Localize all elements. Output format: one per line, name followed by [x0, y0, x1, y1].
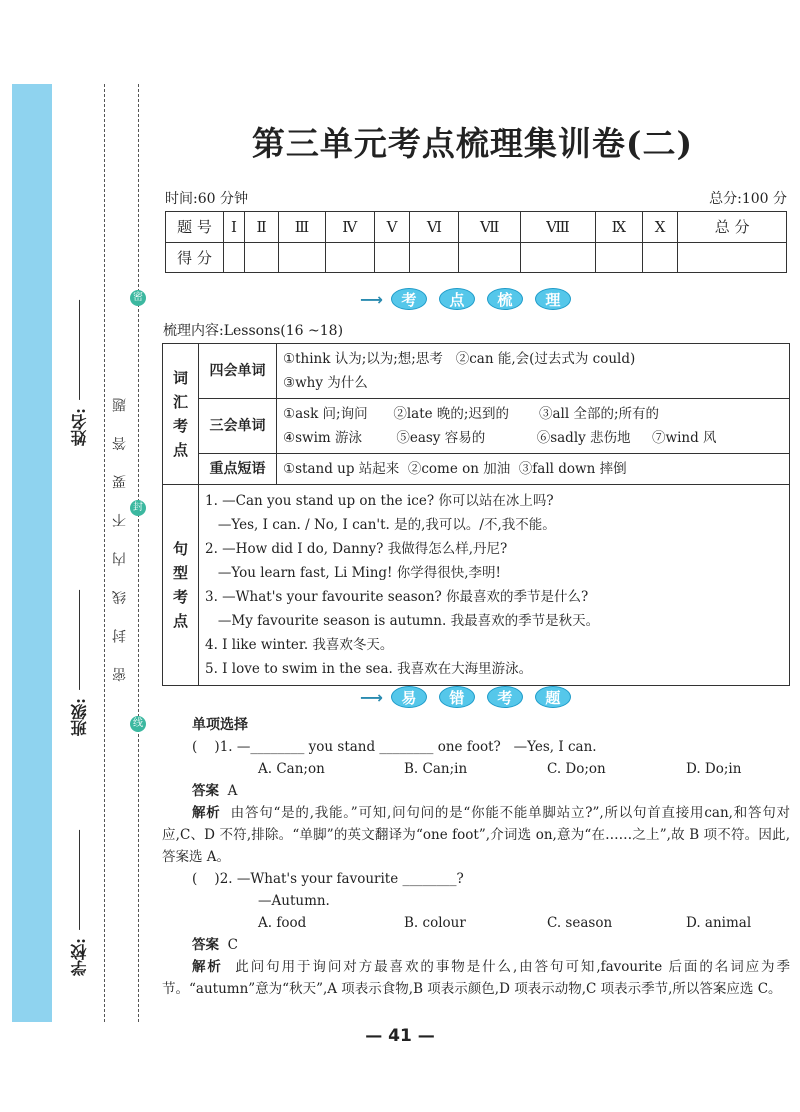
knowledge-table [162, 343, 790, 686]
option: D. Do;in [686, 761, 742, 777]
sentence-line: —Yes, I can. / No, I can't. 是的,我可以。/不,我不能。 [205, 517, 556, 533]
vocab-line: ①think 认为;以为;想;思考 ②can 能,会(过去式为 could) [283, 351, 636, 367]
banner-key-points [360, 285, 577, 313]
exercise-section [162, 714, 790, 1000]
score-table [165, 211, 787, 273]
sentence-list [199, 485, 790, 686]
exam-time: 时间:60 分钟 [165, 191, 248, 207]
score-col-2: Ⅱ [245, 212, 279, 243]
score-cell[interactable] [410, 242, 459, 273]
vocab-line: ①ask 问;询问 ②late 晚的;迟到的 ③all 全部的;所有的 [283, 406, 660, 422]
sentence-group-label: 句型考点 [163, 485, 199, 686]
binding-dash-line-right [138, 84, 139, 1022]
vocab-row-2 [277, 399, 790, 454]
question-1-answer [162, 780, 790, 802]
option: B. Can;in [404, 761, 468, 777]
seal-notice: 密 封 线 内 不 要 答 题 [112, 388, 128, 682]
page-title: 第三单元考点梳理集训卷(二) [251, 124, 694, 163]
question-2-reply: —Autumn. [258, 893, 330, 909]
banner-arrow-icon: ⟶ [360, 687, 383, 707]
vocab-row-1 [277, 344, 790, 399]
analysis-label: 解析 [192, 959, 223, 975]
seal-mark-xian: 线 [130, 716, 146, 732]
score-col-9: Ⅸ [595, 212, 642, 243]
class-label: 班级: [70, 698, 89, 736]
score-cell[interactable] [521, 242, 596, 273]
school-label-block [68, 830, 91, 976]
analysis-label: 解析 [192, 805, 221, 821]
sentence-line: 1. —Can you stand up on the ice? 你可以站在冰上吗? [205, 493, 554, 509]
question-2-options [162, 912, 790, 934]
analysis-text: 此问句用于询问对方最喜欢的事物是什么,由答句可知,favourite 后面的名词应为季节。“autumn”意为“秋天”,A 项表示食物,B 项表示颜色,D 项表示动物,C 项表示季节,所以答案应选 C。 [162, 959, 790, 997]
class-label-block [68, 590, 91, 736]
score-row-label: 题 号 [166, 212, 224, 243]
score-col-6: Ⅵ [410, 212, 459, 243]
name-label-block [68, 300, 91, 446]
answer-label: 答案 [192, 937, 219, 953]
banner-chip: 易 [391, 686, 427, 708]
score-cell[interactable] [374, 242, 410, 273]
question-1-stem: ( )1. —________ you stand ________ one foot? —Yes, I can. [192, 739, 597, 755]
answer-label: 答案 [192, 783, 219, 799]
score-cell[interactable] [459, 242, 521, 273]
score-cell[interactable] [245, 242, 279, 273]
score-col-7: Ⅶ [459, 212, 521, 243]
score-col-5: Ⅴ [374, 212, 410, 243]
score-col-8: Ⅷ [521, 212, 596, 243]
analysis-text: 由答句“是的,我能。”可知,问句问的是“你能不能单脚站立?”,所以句首直接用can,和答句对应,C、D 不符,排除。“单脚”的英文翻译为“one foot”,介词选 on,意为“在……之上”,故 B 项不符。因此,答案选 A。 [162, 805, 791, 865]
seal-mark-mi: 密 [130, 290, 146, 306]
score-cell[interactable] [642, 242, 677, 273]
score-col-total: 总 分 [678, 212, 787, 243]
content-label: 梳理内容:Lessons(16 ~18) [163, 323, 344, 339]
option: A. Can;on [258, 761, 325, 777]
question-1-analysis [162, 802, 790, 868]
score-row2-label: 得 分 [166, 242, 224, 273]
vocab-row-label-2: 三会单词 [199, 399, 277, 454]
answer-value: A [227, 783, 238, 799]
option: C. Do;on [547, 761, 606, 777]
score-table-header-row [166, 212, 787, 243]
vocab-line: ④swim 游泳 ⑤easy 容易的 ⑥sadly 悲伤地 ⑦wind 风 [283, 430, 717, 446]
vocab-group-label: 词汇考点 [163, 344, 199, 485]
option: D. animal [686, 915, 752, 931]
vocab-line: ①stand up 站起来 ②come on 加油 ③fall down 摔倒 [283, 461, 627, 477]
sentence-line: 3. —What's your favourite season? 你最喜欢的季节是什么? [205, 589, 589, 605]
answer-value: C [227, 937, 238, 953]
vocab-row-3 [277, 454, 790, 485]
sentence-line: 2. —How did I do, Danny? 我做得怎么样,丹尼? [205, 541, 508, 557]
banner-chip: 梳 [487, 288, 523, 310]
banner-chip: 理 [535, 288, 571, 310]
vocab-row-label-1: 四会单词 [199, 344, 277, 399]
sentence-line: 5. I love to swim in the sea. 我喜欢在大海里游泳。 [205, 661, 533, 677]
sentence-line: —My favourite season is autumn. 我最喜欢的季节是秋天。 [205, 613, 600, 629]
score-cell[interactable] [595, 242, 642, 273]
seal-mark-feng: 封 [130, 500, 146, 516]
score-cell[interactable] [325, 242, 374, 273]
question-2-analysis [162, 956, 790, 1000]
banner-chip: 错 [439, 686, 475, 708]
question-1-options [162, 758, 790, 780]
option: C. season [547, 915, 613, 931]
banner-error-prone [360, 683, 577, 711]
name-label: 姓名: [70, 408, 89, 446]
question-2-stem: ( )2. —What's your favourite ________? [192, 871, 464, 887]
binding-strip [12, 84, 52, 1022]
vocab-row-label-3: 重点短语 [199, 454, 277, 485]
banner-arrow-icon: ⟶ [360, 289, 383, 309]
banner-chip: 题 [535, 686, 571, 708]
vocab-line: ③why 为什么 [283, 375, 368, 391]
sentence-line: —You learn fast, Li Ming! 你学得很快,李明! [205, 565, 501, 581]
page-number: — 41 — [365, 1026, 435, 1046]
option: A. food [258, 915, 307, 931]
banner-chip: 考 [487, 686, 523, 708]
score-col-1: Ⅰ [224, 212, 245, 243]
score-cell[interactable] [678, 242, 787, 273]
school-label: 学校: [70, 938, 89, 976]
score-col-10: Ⅹ [642, 212, 677, 243]
score-col-4: Ⅳ [325, 212, 374, 243]
option: B. colour [404, 915, 466, 931]
score-col-3: Ⅲ [279, 212, 326, 243]
binding-dash-line-left [104, 84, 105, 1022]
banner-chip: 考 [391, 288, 427, 310]
score-table-input-row [166, 242, 787, 273]
sentence-line: 4. I like winter. 我喜欢冬天。 [205, 637, 394, 653]
question-2-answer [162, 934, 790, 956]
score-cell[interactable] [279, 242, 326, 273]
banner-chip: 点 [439, 288, 475, 310]
exam-total: 总分:100 分 [709, 191, 787, 207]
score-cell[interactable] [224, 242, 245, 273]
exercise-heading: 单项选择 [192, 717, 248, 733]
